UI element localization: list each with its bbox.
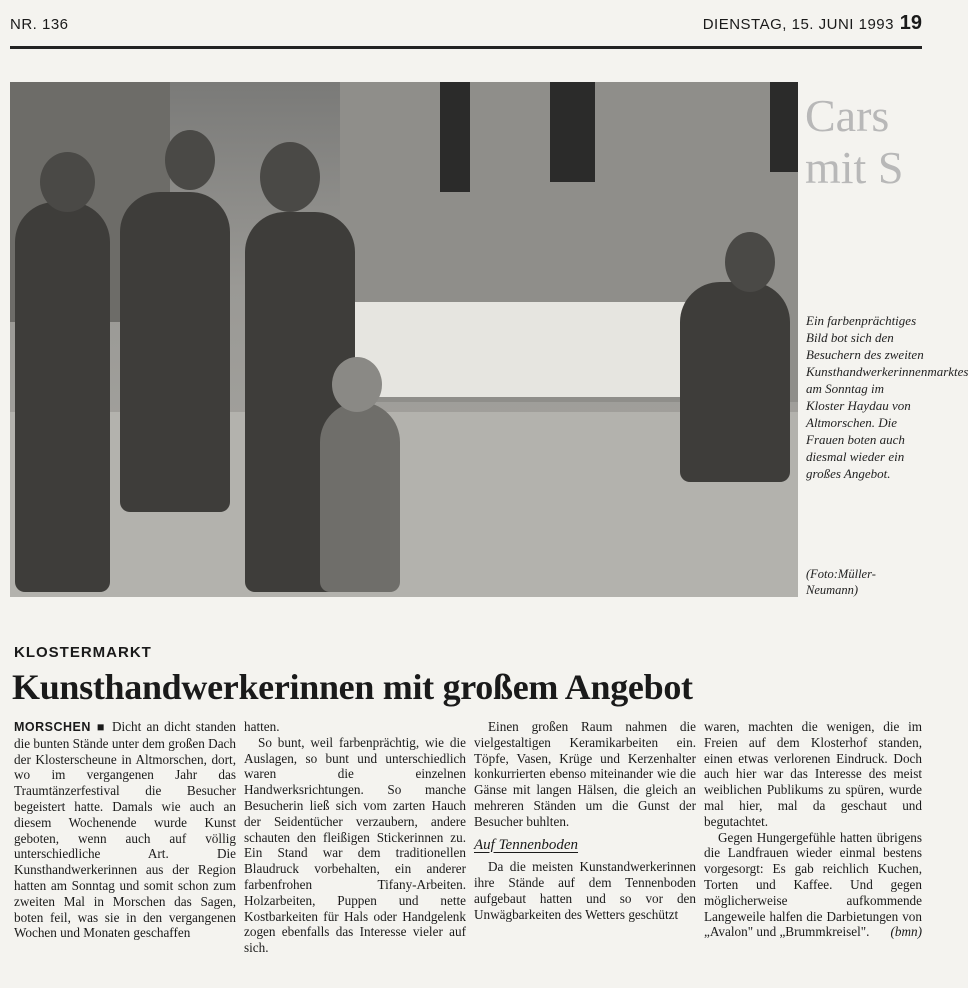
author-signature: (bmn) <box>890 924 922 940</box>
column-1-text: Dicht an dicht standen die bunten Stände unter dem großen Dach der Klosterscheune in Altmorschen, dort, wo im vergangenen Jahr das Traumtänzerfestival die Besucher begeistert hatte. Damals wie auch an diesem Wochenende wurde Kunst geboten, wenn auch auf völlig unterschiedliche Art. Die Kunsthandwerkerinnen aus der Region hatten am Sonntag und somit schon zum zweiten Mal in Morschen das Sagen, boten feil, was sie in den vergangenen Wochen und Monaten geschaffen <box>14 719 236 941</box>
column-2-paragraph: hatten. <box>244 719 280 734</box>
photo-person-head <box>165 130 215 190</box>
photo-person <box>120 192 230 512</box>
page-header <box>10 14 922 44</box>
article-headline: Kunsthandwerkerinnen mit großem Angebot <box>12 667 693 707</box>
photo-window <box>550 82 595 182</box>
photo-person-head <box>40 152 95 212</box>
article-column-3 <box>474 719 696 923</box>
photo-caption: Ein farbenprächtiges Bild bot sich den Besuchern des zweiten Kunsthandwerkerinnenmarktes am Sonntag im Kloster Haydau von Altmorschen. Die Frauen boten auch diesmal wieder ein großes Angebot. <box>806 313 968 481</box>
photo-person-head <box>260 142 320 212</box>
photo-child-head <box>332 357 382 412</box>
photo-vendor <box>680 282 790 482</box>
page-number: 19 <box>899 12 922 34</box>
column-4-paragraph-text: Gegen Hungergefühle hatten übrigens die Landfrauen wieder einmal bestens vorgesorgt: Es gab reichlich Kuchen, Torten und Kaffee. Und gegen möglicherweise aufkommende Langeweile halfen die Darbietungen von „Avalon" und „Brummkreisel". <box>704 829 922 940</box>
photo-window <box>770 82 798 172</box>
article-dateline: MORSCHEN ■ <box>14 720 107 734</box>
article-column-1 <box>14 719 236 941</box>
faded-neighbor-headline: Cars mit S <box>805 90 904 193</box>
photo-vendor-head <box>725 232 775 292</box>
column-3-paragraph: Einen großen Raum nahmen die vielgestaltigen Keramikarbeiten ein. Töpfe, Vasen, Krüge und Kerzenhalter konkurrierten ebenso miteinander wie die Gänse mit langen Hälsen, die gleich an mehreren Ständen um die Gunst der Besucher buhlten. <box>474 719 696 829</box>
photo-market-table <box>333 302 736 397</box>
article-kicker: KLOSTERMARKT <box>14 644 152 661</box>
article-column-2 <box>244 719 466 956</box>
column-4-paragraph: waren, machten die wenigen, die im Freien auf dem Klosterhof standen, einen etwas verlorenen Eindruck. Doch auch hier war das Interesse des meist weiblichen Publikums zu spüren, wurde mal hier, mal da geschaut und begutachtet. <box>704 719 922 829</box>
header-rule <box>10 46 922 49</box>
column-2-paragraph: So bunt, weil farbenprächtig, wie die Auslagen, so bunt und unterschiedlich waren die einzelnen Handwerksrichtungen. So manche Besucherin ließ sich vom zarten Hauch der Seidentücher verzaubern, andere schauten den fleißigen Stickerinnen zu. Ein Stand war dem traditionellen Blaudruck vorbehalten, ein anderer farbenfrohen Tifany-Arbeiten. Holzarbeiten, Puppen und nette Kostbarkeiten für Hals oder Handgelenk zogen ebenfalls das Interesse vieler auf sich. <box>244 734 466 956</box>
photo-credit: (Foto:Müller-Neumann) <box>806 567 876 597</box>
issue-date: DIENSTAG, 15. JUNI 1993 <box>702 16 894 33</box>
column-3-paragraph: Da die meisten Kunstandwerkerinnen ihre Stände auf dem Tennenboden aufgebaut hatten und so vor den Unwägbarkeiten des Wetters geschützt <box>474 859 696 922</box>
issue-number: NR. 136 <box>10 16 69 33</box>
market-photo <box>10 82 798 597</box>
article-subhead: Auf Tennenboden <box>474 836 579 853</box>
column-4-paragraph <box>704 830 922 941</box>
photo-child <box>320 402 400 592</box>
article-column-4 <box>704 719 922 940</box>
photo-person <box>15 202 110 592</box>
photo-window <box>440 82 470 192</box>
